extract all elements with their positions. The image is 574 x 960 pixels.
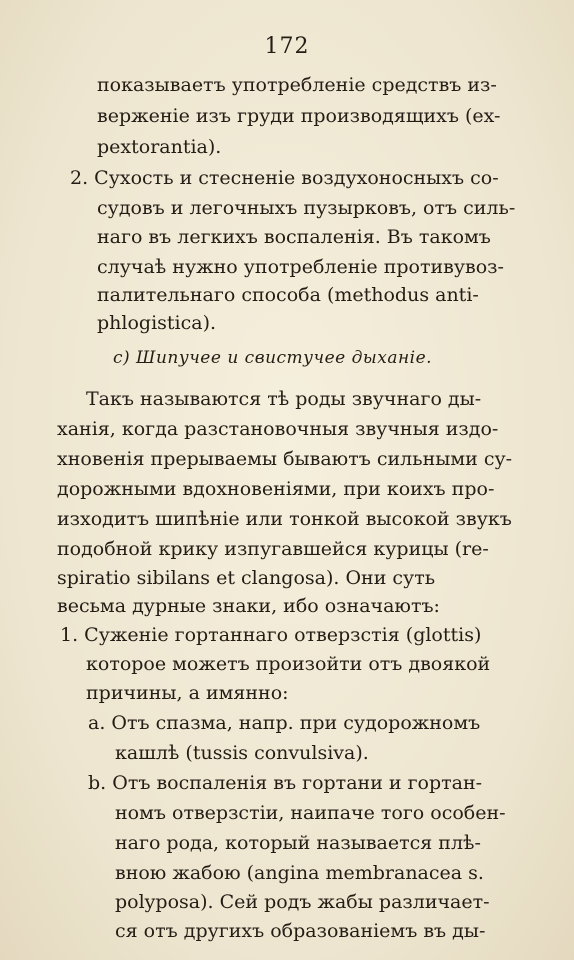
text-line: номъ отверзстіи, наипаче того особен- (115, 802, 506, 824)
text-line: дорожными вдохновеніями, при коихъ про- (57, 478, 495, 500)
text-line: случаѣ нужно употребленіе противувоз- (97, 256, 504, 278)
text-line: весьма дурные знаки, ибо означаютъ: (57, 595, 440, 617)
text-line: phlogistica). (97, 312, 217, 334)
list-item-1: 1. Суженіе гортаннаго отверзстія (glottis) (60, 624, 482, 646)
list-item-2: 2. Сухость и стесненіе воздухоносныхъ со- (70, 167, 499, 189)
text-line: polyposa). Сей родъ жабы различает- (115, 891, 490, 913)
text-line: вною жабою (angina membranacea s. (115, 862, 484, 884)
text-line: верженіе изъ груди производящихъ (ex- (97, 105, 501, 127)
list-item-a: a. Отъ спазма, напр. при судорожномъ (88, 712, 481, 734)
text-line: хновенія прерываемы бываютъ сильными су- (57, 448, 513, 470)
text-line: судовъ и легочныхъ пузырковъ, отъ силь- (97, 197, 516, 219)
text-line: причины, а имянно: (86, 682, 289, 704)
section-heading: c) Шипучее и свистучее дыханіе. (113, 348, 433, 368)
text-line: наго въ легкихъ воспаленія. Въ такомъ (97, 226, 491, 248)
page-number: 172 (264, 34, 310, 59)
text-line: pextorantia). (97, 136, 222, 158)
text-line: показываетъ употребленіе средствъ из- (97, 74, 497, 96)
text-line: ханія, когда разстановочныя звучныя издо- (57, 418, 499, 440)
text-line: подобной крику изпугавшейся курицы (re- (57, 538, 489, 560)
text-line: палительнаго способа (methodus anti- (97, 284, 479, 306)
text-line: Такъ называются тѣ роды звучнаго ды- (86, 388, 482, 410)
text-line: изходитъ шипѣніе или тонкой высокой звукъ (57, 508, 512, 530)
list-item-b: b. Отъ воспаленія въ гортани и гортан- (88, 772, 483, 794)
text-line: кашлѣ (tussis convulsiva). (115, 742, 369, 764)
text-line: ся отъ другихъ образованіемъ въ ды- (115, 920, 486, 942)
text-line: которое можетъ произойти отъ двоякой (86, 653, 491, 675)
text-line: spiratio sibilans et clangosa). Они суть (57, 567, 436, 589)
text-line: наго рода, который называется плѣ- (115, 832, 481, 854)
